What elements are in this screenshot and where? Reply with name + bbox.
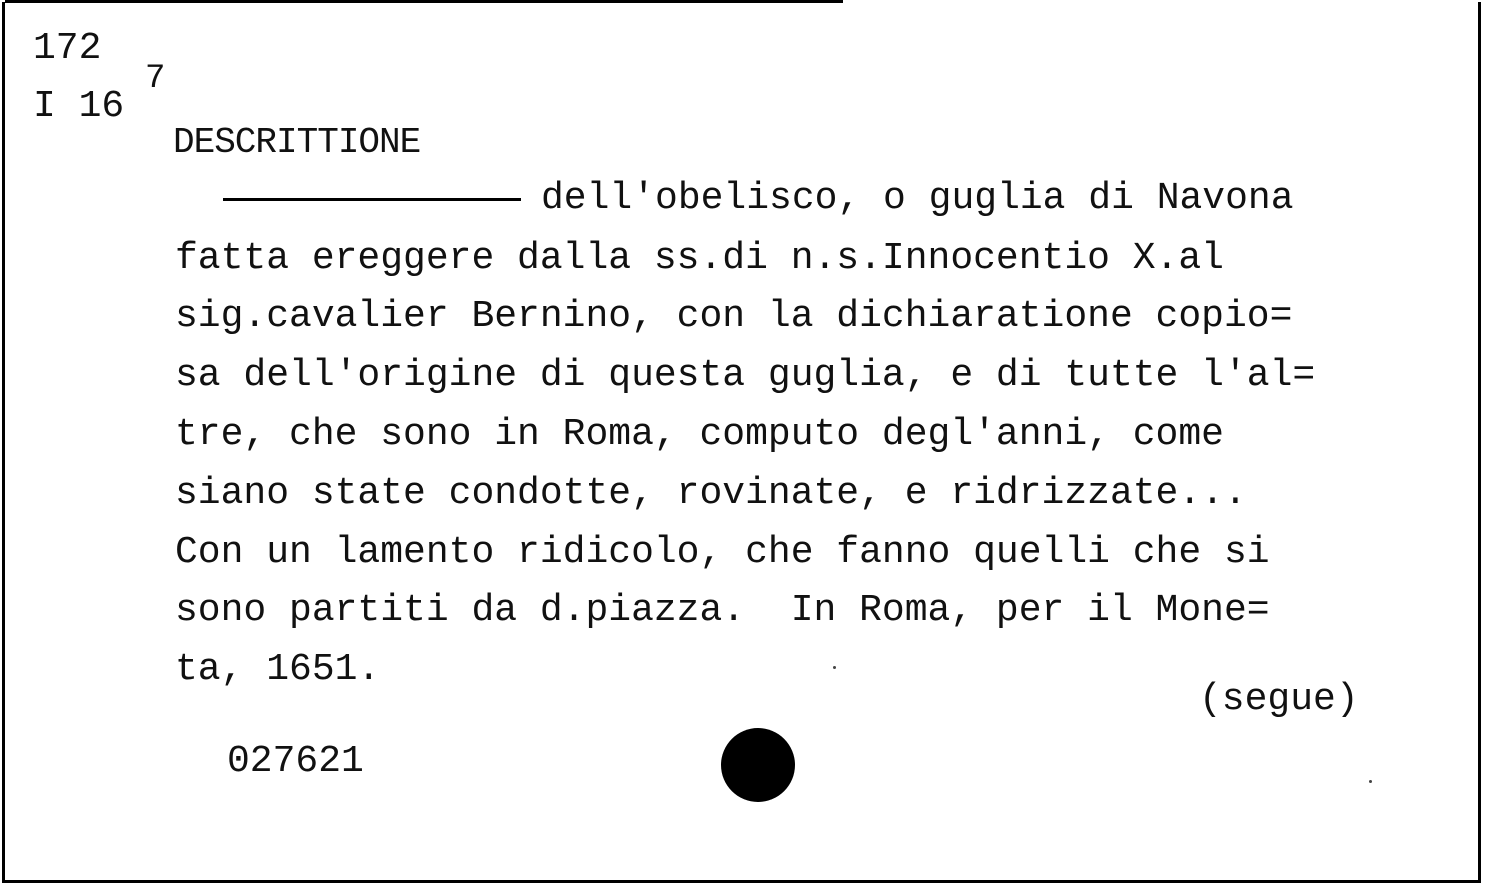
accession-number: 027621 [227,740,364,783]
paper-speck [833,666,836,669]
body-line-8: sono partiti da d.piazza. In Roma, per il Mone= [175,589,1270,632]
body-line-4: sa dell'origine di questa guglia, e di tutte l'al= [175,354,1316,397]
card-punch-hole [721,728,795,802]
title-repeat-dash [223,198,521,201]
call-number-line-1: 172 [33,27,102,70]
body-line-7: Con un lamento ridicolo, che fanno quelli che si [175,531,1270,574]
call-number-superscript: 7 [145,60,166,98]
paper-speck [1369,780,1372,783]
catalog-card [2,2,1481,883]
body-line-5: tre, che sono in Roma, computo degl'anni, come [175,413,1224,456]
continuation-note: (segue) [1199,678,1359,721]
call-number-line-2: I 16 [33,85,125,128]
body-line-3: sig.cavalier Bernino, con la dichiaratione copio= [175,295,1293,338]
body-line-6: siano state condotte, rovinate, e ridrizzate... [175,472,1247,515]
card-top-edge [5,0,843,3]
body-line-1: dell'obelisco, o guglia di Navona [541,177,1294,220]
title-heading: DESCRITTIONE [173,122,421,163]
body-line-2: fatta ereggere dalla ss.di n.s.Innocentio X.al [175,237,1224,280]
body-line-9: ta, 1651. [175,648,381,691]
